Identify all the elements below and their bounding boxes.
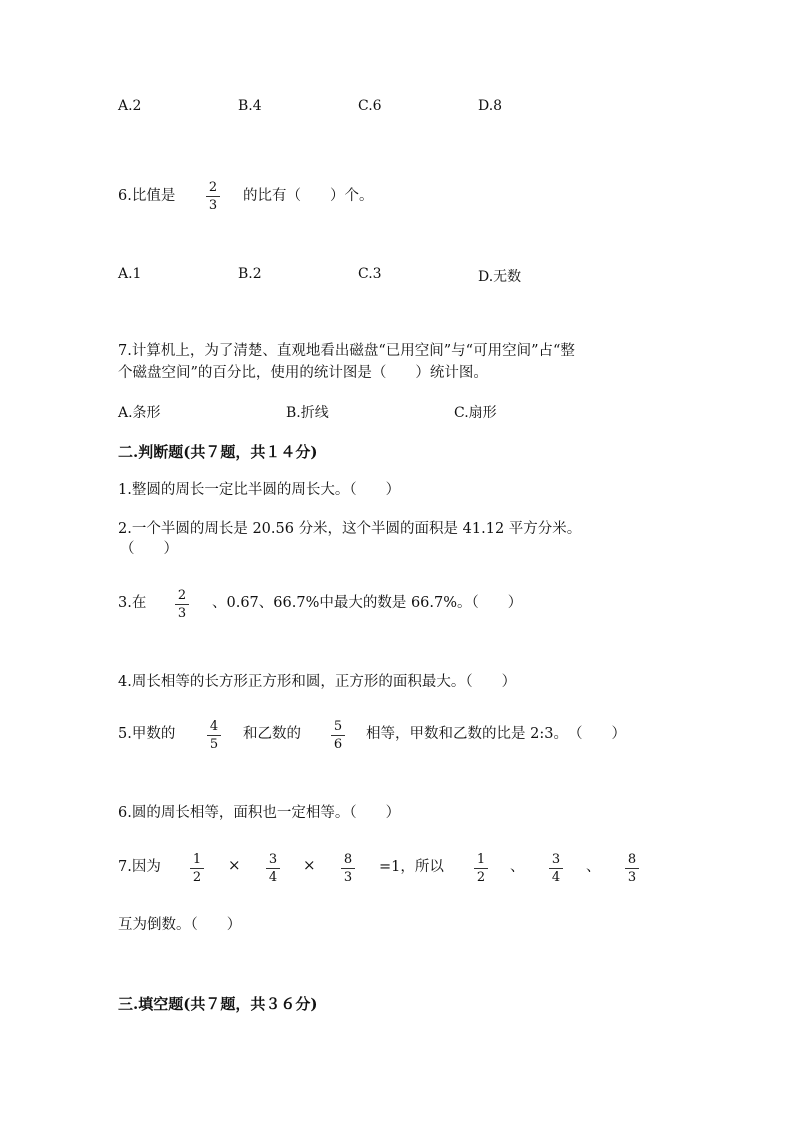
q6-option-b: B.2 [238, 266, 262, 282]
judge-item-7-f3-den: 3 [343, 870, 353, 885]
judge-item-7-fraction-4 [474, 852, 488, 885]
judge-item-7-f2-den: 4 [268, 870, 278, 885]
judge-item-7-f1-num: 1 [192, 852, 202, 867]
judge-item-7-fraction-3 [341, 852, 355, 885]
judge-item-7-f4-num: 1 [476, 852, 486, 867]
judge-item-3-prefix: 3.在 [118, 595, 147, 611]
judge-item-7-f2-num: 3 [268, 852, 278, 867]
judge-item-7-f6-den: 3 [627, 870, 637, 885]
judge-item-7-sep-1: 、 [510, 859, 525, 875]
judge-item-7-fraction-1 [190, 852, 204, 885]
judge-item-7-f6-num: 8 [627, 852, 637, 867]
judge-item-3-frac-den: 3 [177, 606, 187, 621]
judge-item-4: 4.周长相等的长方形正方形和圆，正方形的面积最大。（ ） [118, 674, 517, 690]
judge-item-7-sep-2: 、 [586, 859, 601, 875]
q7-line2: 个磁盘空间”的百分比，使用的统计图是（ ）统计图。 [118, 365, 488, 381]
q6-option-c: C.3 [358, 266, 382, 282]
section3-title: 三.填空题(共７题，共３６分) [118, 995, 318, 1013]
judge-item-5-fraction-1 [207, 719, 221, 752]
judge-item-3-frac-num: 2 [177, 588, 187, 603]
q7-line1: 7.计算机上，为了清楚、直观地看出磁盘“已用空间”与“可用空间”占“整 [118, 343, 575, 359]
q6-suffix: 的比有（ ）个。 [243, 188, 374, 204]
judge-item-5-fraction-2 [331, 719, 345, 752]
judge-item-7-f4-den: 2 [476, 870, 486, 885]
q5-option-c: C.6 [358, 98, 382, 114]
judge-item-7-line2: 互为倒数。（ ） [118, 917, 242, 933]
q6-frac-den: 3 [208, 198, 218, 213]
judge-item-7-f5-den: 4 [551, 870, 561, 885]
judge-item-7-f5-num: 3 [551, 852, 561, 867]
judge-item-5-frac1-den: 5 [209, 737, 219, 752]
judge-item-7-fraction-2 [266, 852, 280, 885]
q5-option-a: A.2 [118, 98, 142, 114]
judge-item-7-f3-num: 8 [343, 852, 353, 867]
q5-option-b: B.4 [238, 98, 262, 114]
q7-option-c: C.扇形 [454, 405, 497, 421]
q6-fraction [206, 180, 220, 213]
judge-item-7-f1-den: 2 [192, 870, 202, 885]
judge-item-2-line2: （ ） [120, 541, 178, 557]
judge-item-3-fraction [175, 588, 189, 621]
q6-prefix: 6.比值是 [118, 188, 176, 204]
judge-item-7-prefix: 7.因为 [118, 859, 161, 875]
judge-item-5-prefix: 5.甲数的 [118, 726, 176, 742]
judge-item-5-frac2-den: 6 [333, 737, 343, 752]
judge-item-5-mid: 和乙数的 [243, 726, 301, 742]
judge-item-7-equals: =1，所以 [379, 859, 444, 875]
judge-item-5-frac1-num: 4 [209, 719, 219, 734]
q7-option-a: A.条形 [118, 405, 161, 421]
judge-item-1: 1.整圆的周长一定比半圆的周长大。（ ） [118, 482, 401, 498]
judge-item-2-line1: 2.一个半圆的周长是 20.56 分米，这个半圆的面积是 41.12 平方分米。 [118, 521, 582, 537]
q7-option-b: B.折线 [286, 405, 329, 421]
judge-item-6: 6.圆的周长相等，面积也一定相等。（ ） [118, 805, 401, 821]
judge-item-3-suffix: 、0.67、66.7%中最大的数是 66.7%。（ ） [212, 595, 523, 611]
judge-item-7-fraction-6 [625, 852, 639, 885]
judge-item-7-times-1: × [228, 856, 241, 874]
section2-title: 二.判断题(共７题，共１４分) [118, 443, 318, 461]
q6-option-a: A.1 [118, 266, 142, 282]
judge-item-7-fraction-5 [549, 852, 563, 885]
judge-item-5-frac2-num: 5 [333, 719, 343, 734]
q6-frac-num: 2 [208, 180, 218, 195]
q5-option-d: D.8 [478, 98, 503, 114]
judge-item-7-times-2: × [303, 856, 316, 874]
judge-item-5-suffix: 相等，甲数和乙数的比是 2:3。 （ ） [366, 726, 626, 742]
q6-option-d: D.无数 [478, 269, 522, 285]
